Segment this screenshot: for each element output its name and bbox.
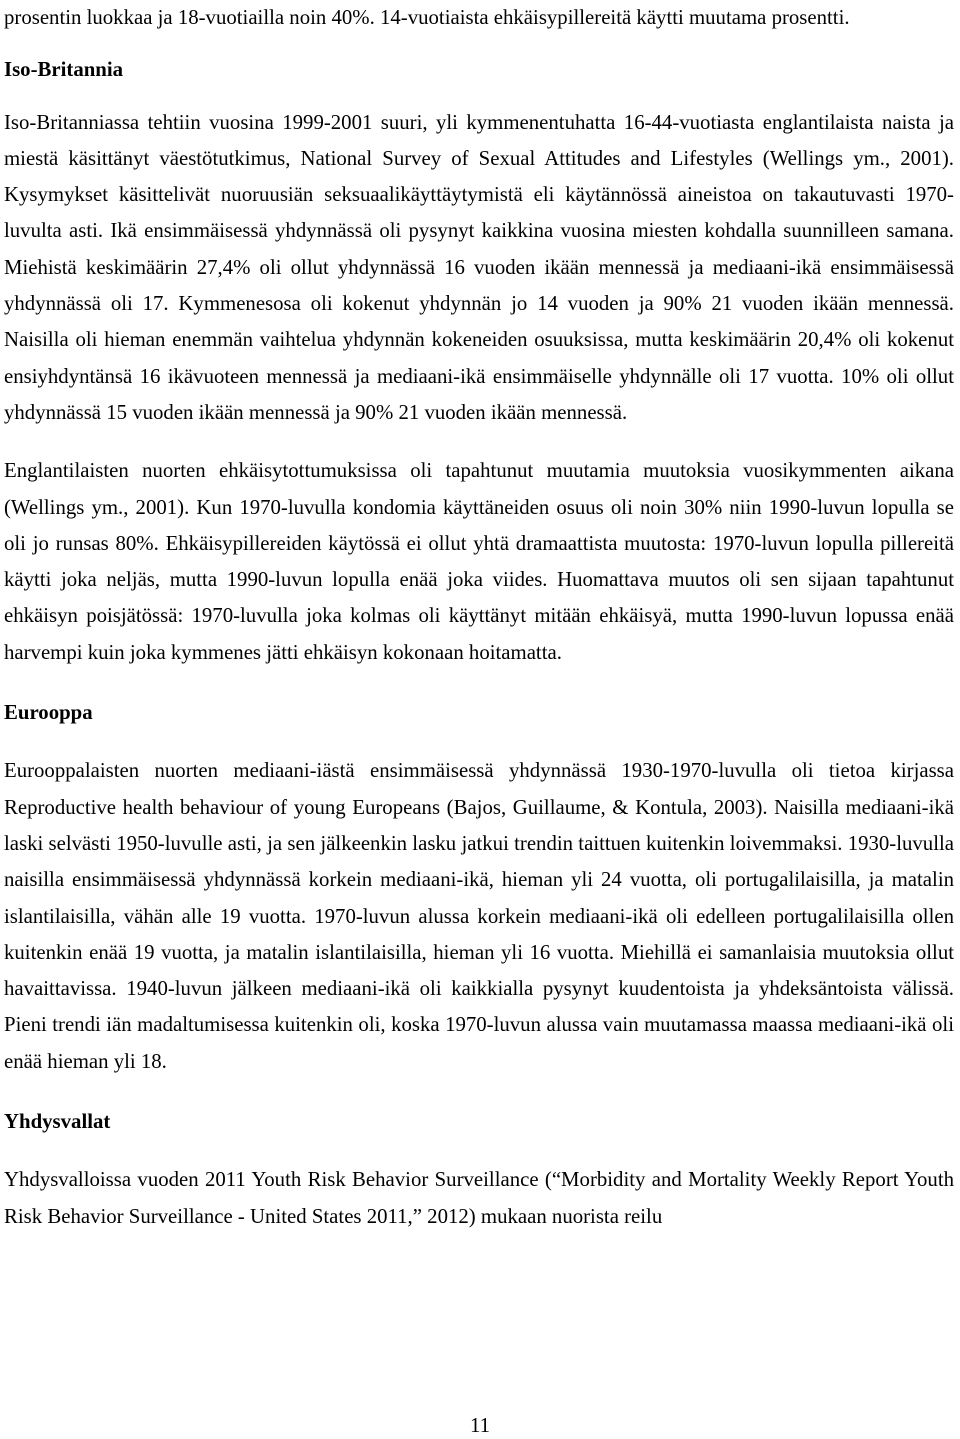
document-page	[4, 0, 954, 1235]
section-heading-yhdysvallat: Yhdysvallat	[4, 1110, 111, 1134]
body-paragraph: Englantilaisten nuorten ehkäisytottumuksissa oli tapahtunut muutamia muutoksia vuosikymmenten aikana (Wellings ym., 2001). Kun 1970-luvulla kondomia käyttäneiden osuus oli noin 30% niin 1990-luvun lopulla se oli jo runsas 80%. Ehkäisypillereiden käytössä ei ollut yhtä dramaattista muutosta: 1970-luvun lopulla pillereitä käytti joka neljäs, mutta 1990-luvun lopulla enää joka viides. Huomattava muutos oli sen sijaan tapahtunut ehkäisyn poisjätössä: 1970-luvulla joka kolmas oli käyttänyt mitään ehkäisyä, mutta 1990-luvun lopussa enää harvempi kuin joka kymmenes jätti ehkäisyn kokonaan hoitamatta.	[4, 459, 954, 664]
body-paragraph: Iso-Britanniassa tehtiin vuosina 1999-2001 suuri, yli kymmenentuhatta 16-44-vuotiasta englantilaista naista ja miestä käsittänyt väestötutkimus, National Survey of Sexual Attitudes and Lifestyles (Wellings ym., 2001). Kysymykset käsittelivät nuoruusiän seksuaalikäyttäytymistä eli käytännössä aineistoa on takautuvasti 1970-luvulta asti. Ikä ensimmäisessä yhdynnässä oli pysynyt kaikkina vuosina miesten kohdalla suunnilleen samana. Miehistä keskimäärin 27,4% oli ollut yhdynnässä 16 vuoden ikään mennessä ja mediaani-ikä ensimmäisessä yhdynnässä oli 17. Kymmenesosa oli kokenut yhdynnän jo 14 vuoden ja 90% 21 vuoden ikään mennessä. Naisilla oli hieman enemmän vaihtelua yhdynnän kokeneiden osuuksissa, mutta keskimäärin 20,4% oli kokenut ensiyhdyntänsä 16 ikävuoteen mennessä ja mediaani-ikä ensimmäiselle yhdynnälle oli 17 vuotta. 10% oli ollut yhdynnässä 15 vuoden ikään mennessä ja 90% 21 vuoden ikään mennessä.	[4, 110, 954, 424]
body-paragraph: Eurooppalaisten nuorten mediaani-iästä ensimmäisessä yhdynnässä 1930-1970-luvulla oli tietoa kirjassa Reproductive health behaviour of young Europeans (Bajos, Guillaume, & Kontula, 2003). Naisilla mediaani-ikä laski selvästi 1950-luvulle asti, ja sen jälkeenkin lasku jatkui trendin taittuen kuitenkin loivemmaksi. 1930-luvulla naisilla ensimmäisessä yhdynnässä korkein mediaani-ikä, hieman yli 24 vuotta, oli portugalilaisilla, ja matalin islantilaisilla, vähän alle 19 vuotta. 1970-luvun alussa korkein mediaani-ikä oli edelleen portugalilaisilla ollen kuitenkin enää 19 vuotta, ja matalin islantilaisilla, hieman yli 16 vuotta. Miehillä ei samanlaisia muutoksia ollut havaittavissa. 1940-luvun jälkeen mediaani-ikä oli kaikkialla pysynyt kuudentoista ja yhdeksäntoista välissä. Pieni trendi iän madaltumisessa kuitenkin oli, koska 1970-luvun alussa vain muutamassa maassa mediaani-ikä oli enää hieman yli 18.	[4, 759, 954, 1073]
intro-paragraph: prosentin luokkaa ja 18-vuotiailla noin 40%. 14-vuotiaista ehkäisypillereitä käytti muutama prosentti.	[4, 6, 850, 29]
body-paragraph: Yhdysvalloissa vuoden 2011 Youth Risk Behavior Surveillance (“Morbidity and Mortality Weekly Report Youth Risk Behavior Surveillance - United States 2011,” 2012) mukaan nuorista reilu	[4, 1168, 954, 1228]
section-heading-iso-britannia: Iso-Britannia	[4, 58, 124, 82]
section-heading-eurooppa: Eurooppa	[4, 701, 93, 725]
page-number: 11	[469, 1414, 491, 1437]
